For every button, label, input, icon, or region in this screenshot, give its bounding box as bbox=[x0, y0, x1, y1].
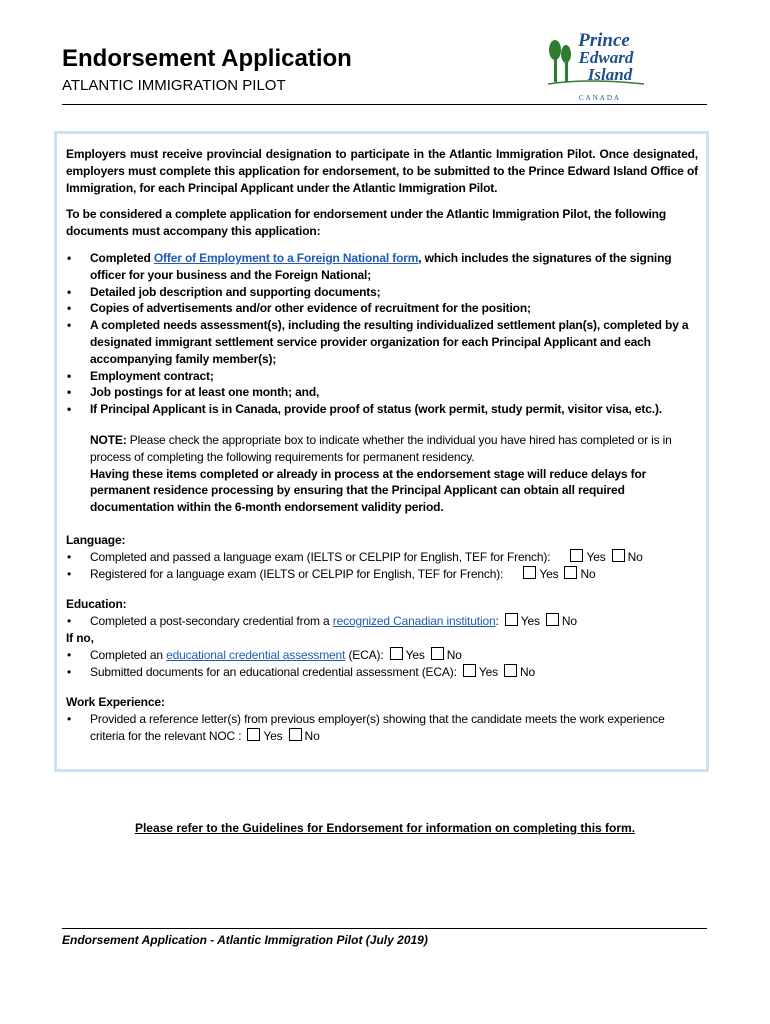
list-item: • Provided a reference letter(s) from previous employer(s) showing that the candidate meets the work experience criteria for the relevant NOC : Yes No bbox=[67, 712, 665, 743]
language-exam-passed-yes-checkbox[interactable] bbox=[570, 549, 583, 562]
intro-paragraph-2: To be considered a complete application for endorsement under the Atlantic Immigration Pilot, the following documents must accompany this application: bbox=[66, 207, 667, 239]
intro-paragraph-1: Employers must receive provincial designation to participate in the Atlantic Immigration Pilot. Once designated, employers must complete this application for endorsement, to be submitted to the Prince Edward Island Office of Immigration, for each Principal Applicant under the Atlantic Immigration Pilot. bbox=[66, 147, 698, 195]
offer-of-employment-link[interactable]: Offer of Employment to a Foreign National form bbox=[153, 250, 419, 265]
logo-country: CANADA bbox=[579, 94, 621, 102]
language-heading: Language: bbox=[66, 532, 126, 547]
credential-yes-checkbox[interactable] bbox=[505, 613, 518, 626]
note-text: Please check the appropriate box to indicate whether the individual you have hired has completed or is in process of completing the following requirements for permanent residency. bbox=[90, 432, 672, 464]
note-block bbox=[66, 432, 698, 516]
guidelines-reference: Please refer to the Guidelines for Endorsement for information on completing this form. bbox=[134, 821, 636, 835]
language-list bbox=[66, 549, 698, 583]
education-list-2 bbox=[66, 647, 698, 681]
document-header bbox=[62, 44, 352, 95]
eca-completed-yes-checkbox[interactable] bbox=[390, 647, 403, 660]
work-list bbox=[66, 711, 698, 745]
list-item: • Employment contract; bbox=[67, 368, 214, 383]
list-item: • Completed and passed a language exam (IELTS or CELPIP for English, TEF for French): Yes No bbox=[67, 549, 643, 564]
eca-submitted-yes-checkbox[interactable] bbox=[463, 664, 476, 677]
recognized-institution-link[interactable]: recognized Canadian institution bbox=[332, 614, 496, 629]
if-no-label: If no, bbox=[66, 630, 94, 645]
logo-line3: Island bbox=[587, 65, 633, 84]
eca-completed-no-checkbox[interactable] bbox=[431, 647, 444, 660]
list-item: • Registered for a language exam (IELTS or CELPIP for English, TEF for French): Yes No bbox=[67, 566, 596, 581]
reference-letter-no-checkbox[interactable] bbox=[289, 728, 302, 741]
reference-letter-yes-checkbox[interactable] bbox=[247, 728, 260, 741]
list-item: • Completed an educational credential assessment (ECA): Yes No bbox=[67, 647, 462, 662]
pei-logo bbox=[548, 26, 648, 108]
logo-line2: Edward bbox=[578, 48, 634, 67]
education-list-1 bbox=[66, 613, 698, 630]
list-item: • Completed a post-secondary credential from a recognized Canadian institution: Yes No bbox=[67, 614, 577, 629]
education-heading: Education: bbox=[66, 597, 127, 612]
list-item: • A completed needs assessment(s), including the resulting individualized settlement plan(s), completed by a designated immigrant settlement service provider organization for each Principal Applicant and each accompanying family member(s); bbox=[67, 318, 689, 366]
eca-link[interactable]: educational credential assessment bbox=[166, 647, 346, 662]
list-item: • Job postings for at least one month; and, bbox=[67, 385, 320, 400]
eca-submitted-no-checkbox[interactable] bbox=[504, 664, 517, 677]
list-item: • Submitted documents for an educational credential assessment (ECA): Yes No bbox=[67, 664, 535, 679]
list-item: • If Principal Applicant is in Canada, provide proof of status (work permit, study permit, visitor visa, etc.). bbox=[67, 402, 662, 417]
list-item: • Completed Offer of Employment to a Foreign National form, which includes the signatures of the signing officer for your business and the Foreign National; bbox=[67, 250, 672, 282]
footer-document-title: Endorsement Application - Atlantic Immigration Pilot (July 2019) bbox=[62, 933, 428, 947]
page-title: Endorsement Application bbox=[62, 45, 352, 72]
work-experience-heading: Work Experience: bbox=[66, 695, 165, 710]
note-label: NOTE: bbox=[90, 432, 127, 447]
language-exam-registered-yes-checkbox[interactable] bbox=[523, 566, 536, 579]
language-exam-passed-no-checkbox[interactable] bbox=[612, 549, 625, 562]
logo-line1: Prince bbox=[578, 30, 630, 51]
required-documents-list bbox=[66, 250, 698, 418]
footer-divider bbox=[62, 928, 707, 929]
list-item: • Copies of advertisements and/or other evidence of recruitment for the position; bbox=[67, 301, 531, 316]
language-exam-registered-no-checkbox[interactable] bbox=[564, 566, 577, 579]
application-box bbox=[54, 131, 709, 772]
note-bold-text: Having these items completed or already in process at the endorsement stage will reduce delays for permanent residence processing by ensuring that the Principal Applicant can obtain all required documentation within the 6-month endorsement validity period. bbox=[90, 466, 647, 515]
credential-no-checkbox[interactable] bbox=[546, 613, 559, 626]
page-subtitle: ATLANTIC IMMIGRATION PILOT bbox=[62, 77, 286, 94]
header-divider bbox=[62, 104, 707, 105]
list-item: • Detailed job description and supporting documents; bbox=[67, 284, 381, 299]
